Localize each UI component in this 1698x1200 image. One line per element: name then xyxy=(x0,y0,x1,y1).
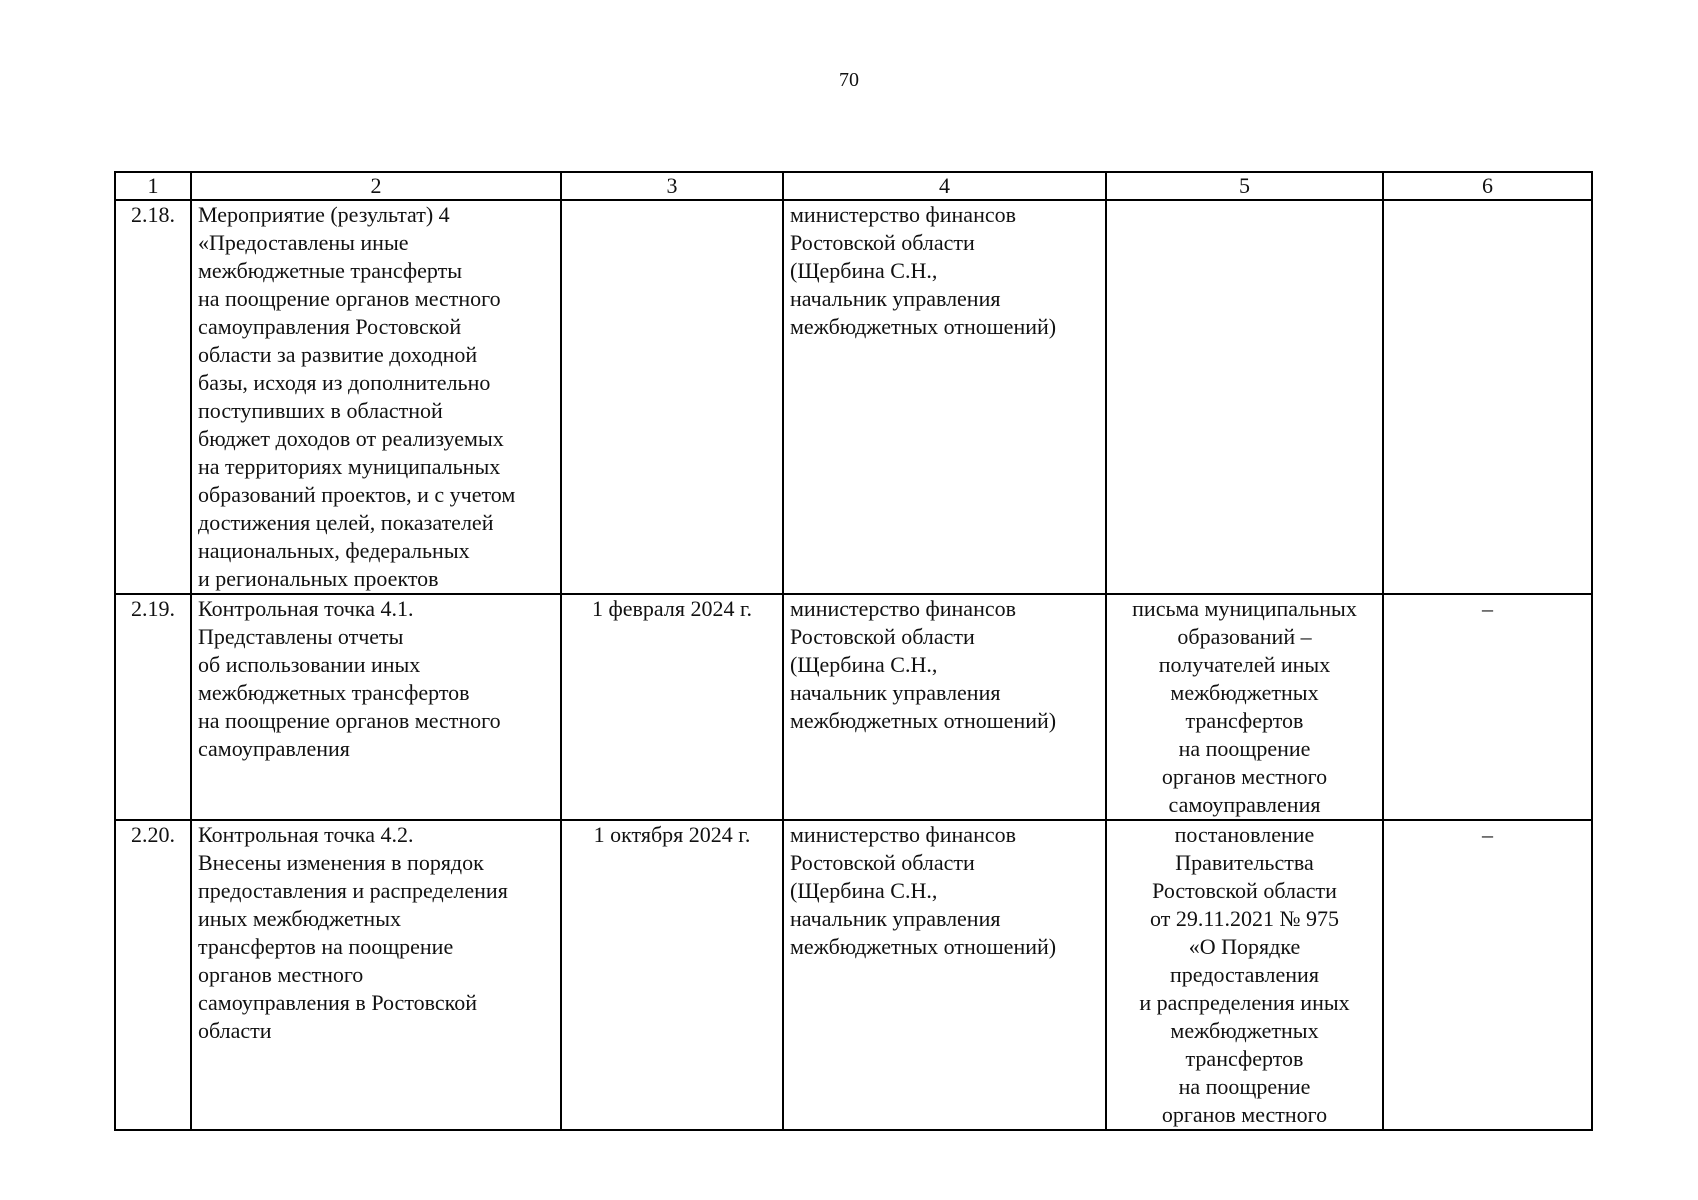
cell-line: межбюджетных отношений) xyxy=(790,314,1057,339)
cell-line: от 29.11.2021 № 975 xyxy=(1150,906,1339,931)
row-number: 2.18. xyxy=(115,200,191,594)
cell-line: межбюджетных xyxy=(1170,1018,1319,1043)
cell-line: образований – xyxy=(1177,624,1312,649)
table-row xyxy=(115,820,1592,1130)
cell-line: достижения целей, показателей xyxy=(198,510,494,535)
row-responsible xyxy=(783,820,1106,1130)
row-number: 2.19. xyxy=(115,594,191,820)
row-responsible xyxy=(783,594,1106,820)
col-header-5: 5 xyxy=(1106,172,1383,200)
cell-line: Представлены отчеты xyxy=(198,624,404,649)
cell-line: начальник управления xyxy=(790,906,1001,931)
cell-line: и распределения иных xyxy=(1139,990,1350,1015)
cell-line: иных межбюджетных xyxy=(198,906,401,931)
cell-line: трансфертов на поощрение xyxy=(198,934,454,959)
cell-line: Ростовской области xyxy=(1152,878,1337,903)
col-header-3: 3 xyxy=(561,172,783,200)
cell-line: базы, исходя из дополнительно xyxy=(198,370,491,395)
cell-line: начальник управления xyxy=(790,286,1001,311)
col-header-4: 4 xyxy=(783,172,1106,200)
row-info: – xyxy=(1383,594,1592,820)
row-name xyxy=(191,594,561,820)
row-number: 2.20. xyxy=(115,820,191,1130)
cell-line: письма муниципальных xyxy=(1132,596,1357,621)
cell-line: межбюджетных отношений) xyxy=(790,708,1057,733)
cell-line: (Щербина С.Н., xyxy=(790,652,938,677)
cell-line: об использовании иных xyxy=(198,652,421,677)
cell-line: получателей иных xyxy=(1158,652,1331,677)
page-number: 70 xyxy=(839,69,859,91)
cell-line: межбюджетных отношений) xyxy=(790,934,1057,959)
col-header-6: 6 xyxy=(1383,172,1592,200)
cell-line: Мероприятие (результат) 4 xyxy=(198,202,450,227)
cell-line: и региональных проектов xyxy=(198,566,439,591)
cell-line: Ростовской области xyxy=(790,624,975,649)
cell-line: (Щербина С.Н., xyxy=(790,878,938,903)
cell-line: (Щербина С.Н., xyxy=(790,258,938,283)
col-header-1: 1 xyxy=(115,172,191,200)
cell-line: министерство финансов xyxy=(790,822,1016,847)
row-name xyxy=(191,820,561,1130)
cell-line: органов местного xyxy=(1161,1102,1328,1127)
row-date: 1 октября 2024 г. xyxy=(561,820,783,1130)
row-date: 1 февраля 2024 г. xyxy=(561,594,783,820)
cell-line: министерство финансов xyxy=(790,202,1016,227)
cell-line: органов местного xyxy=(1161,764,1328,789)
cell-line: предоставления и распределения xyxy=(198,878,508,903)
cell-line: на поощрение органов местного xyxy=(198,286,501,311)
cell-line: межбюджетных трансфертов xyxy=(198,680,470,705)
row-info: – xyxy=(1383,820,1592,1130)
plan-table xyxy=(114,171,1593,1131)
cell-line: трансфертов xyxy=(1185,708,1304,733)
cell-line: области за развитие доходной xyxy=(198,342,478,367)
row-responsible xyxy=(783,200,1106,594)
row-date xyxy=(561,200,783,594)
cell-line: Правительства xyxy=(1175,850,1314,875)
cell-line: самоуправления xyxy=(198,736,350,761)
cell-line: «Предоставлены иные xyxy=(198,230,409,255)
col-header-2: 2 xyxy=(191,172,561,200)
cell-line: межбюджетных xyxy=(1170,680,1319,705)
header-row xyxy=(115,172,1592,200)
cell-line: Контрольная точка 4.1. xyxy=(198,596,414,621)
table-row xyxy=(115,594,1592,820)
row-name xyxy=(191,200,561,594)
cell-line: на территориях муниципальных xyxy=(198,454,501,479)
cell-line: Контрольная точка 4.2. xyxy=(198,822,414,847)
cell-line: на поощрение органов местного xyxy=(198,708,501,733)
row-info xyxy=(1383,200,1592,594)
cell-line: предоставления xyxy=(1170,962,1319,987)
cell-line: самоуправления xyxy=(1168,792,1321,817)
row-document xyxy=(1106,200,1383,594)
row-document xyxy=(1106,820,1383,1130)
cell-line: «О Порядке xyxy=(1188,934,1301,959)
cell-line: Ростовской области xyxy=(790,230,975,255)
cell-line: бюджет доходов от реализуемых xyxy=(198,426,504,451)
cell-line: трансфертов xyxy=(1185,1046,1304,1071)
cell-line: области xyxy=(198,1018,272,1043)
cell-line: самоуправления Ростовской xyxy=(198,314,462,339)
cell-line: поступивших в областной xyxy=(198,398,443,423)
cell-line: постановление xyxy=(1174,822,1315,847)
table-row xyxy=(115,200,1592,594)
cell-line: образований проектов, и с учетом xyxy=(198,482,516,507)
cell-line: министерство финансов xyxy=(790,596,1016,621)
cell-line: на поощрение xyxy=(1178,736,1311,761)
cell-line: начальник управления xyxy=(790,680,1001,705)
cell-line: национальных, федеральных xyxy=(198,538,470,563)
row-document xyxy=(1106,594,1383,820)
cell-line: органов местного xyxy=(198,962,364,987)
cell-line: Внесены изменения в порядок xyxy=(198,850,484,875)
cell-line: межбюджетные трансферты xyxy=(198,258,462,283)
cell-line: на поощрение xyxy=(1178,1074,1311,1099)
cell-line: самоуправления в Ростовской xyxy=(198,990,478,1015)
cell-line: Ростовской области xyxy=(790,850,975,875)
